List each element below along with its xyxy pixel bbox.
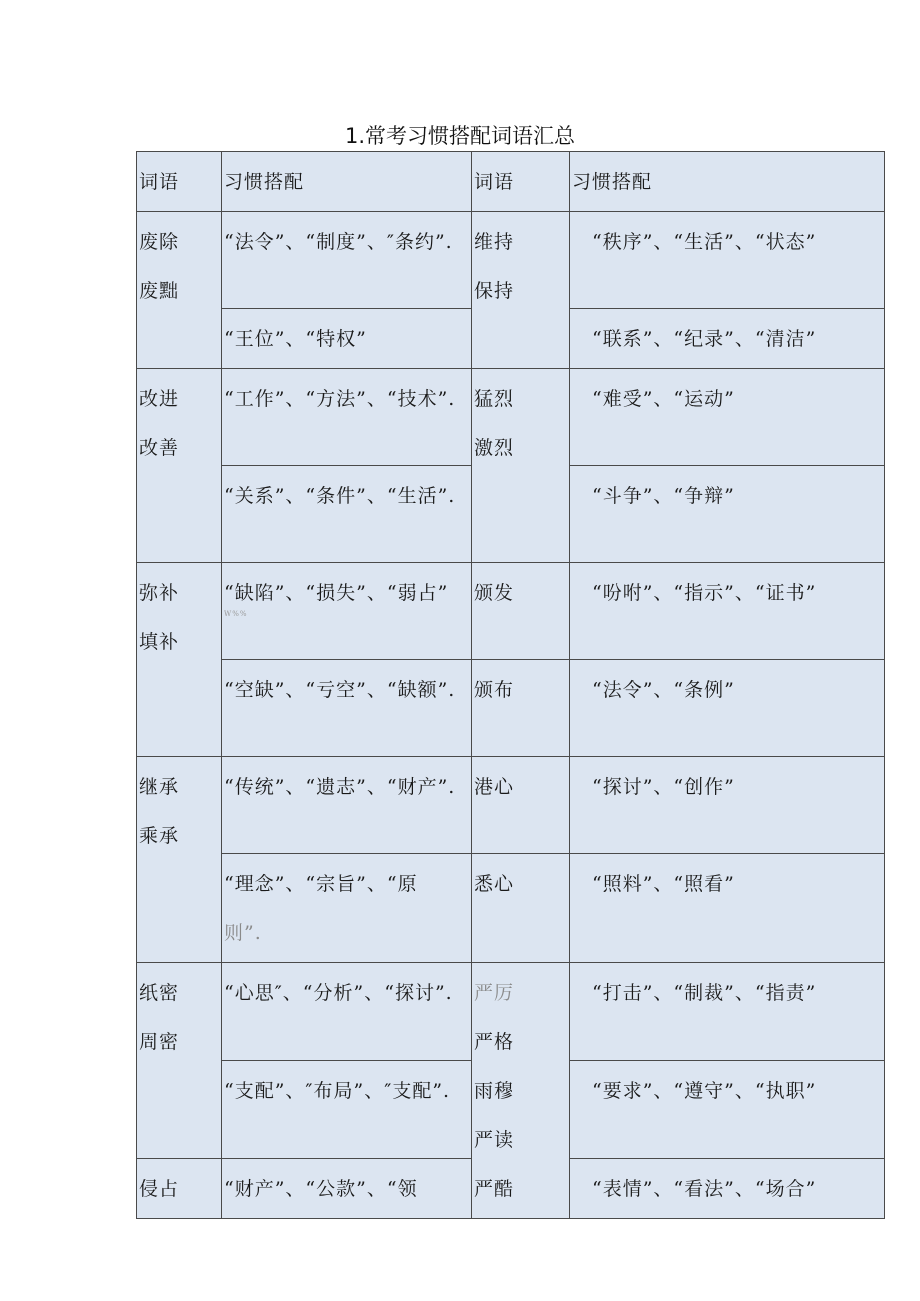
word: 猛烈: [474, 388, 515, 410]
header-word-left: 词语: [137, 152, 222, 212]
collocation-cell: “心思″、“分析”、“探讨”.: [222, 963, 472, 1061]
collocation-cell: “传统”、“遗志”、“财产”.: [222, 757, 472, 854]
collocation-text-tail: 则”.: [224, 922, 262, 944]
table-row: [137, 963, 885, 1061]
header-collocation-right: 习惯搭配: [570, 152, 885, 212]
collocation-cell: “表情”、“看法”、“场合”: [570, 1158, 885, 1219]
word-cell: 颁布: [472, 660, 570, 757]
table-header-row: [137, 152, 885, 212]
table-row: [137, 212, 885, 309]
table-row: [137, 757, 885, 854]
word: 保持: [474, 280, 515, 302]
table-row: [137, 369, 885, 466]
word-cell: 颁发: [472, 563, 570, 660]
word: 雨穆: [474, 1080, 515, 1102]
word: 填补: [139, 631, 180, 653]
collocation-cell: “工作”、“方法”、“技术”.: [222, 369, 472, 466]
word: 纸密: [139, 982, 180, 1004]
header-collocation-left: 习惯搭配: [222, 152, 472, 212]
collocation-cell: “打击”、“制裁”、“指责”: [570, 963, 885, 1061]
collocation-cell: “空缺”、“亏空”、“缺额”.: [222, 660, 472, 757]
word-cell: 港心: [472, 757, 570, 854]
page-title: 1.常考习惯搭配词语汇总: [344, 124, 576, 148]
collocation-cell: “斗争”、“争辩”: [570, 466, 885, 563]
word: 周密: [139, 1031, 180, 1053]
collocation-cell: “照料”、“照看”: [570, 854, 885, 963]
collocation-cell: [222, 563, 472, 660]
collocation-cell: “要求”、“遵守”、“执职”: [570, 1060, 885, 1158]
collocation-cell: “法令”、“条例”: [570, 660, 885, 757]
word: 严读: [474, 1129, 515, 1151]
header-word-right: 词语: [472, 152, 570, 212]
collocation-cell: [222, 854, 472, 963]
table-row: [137, 563, 885, 660]
collocation-cell: “支配”、″布局”、″支配”.: [222, 1060, 472, 1158]
word: 废除: [139, 231, 180, 253]
word-cell: [137, 757, 222, 963]
word: 废黜: [139, 280, 180, 302]
collocation-cell: “联系”、“纪录”、“清洁”: [570, 309, 885, 369]
collocation-cell: “吩咐”、“指示”、“证书”: [570, 563, 885, 660]
word: 弥补: [139, 582, 180, 604]
word: 严酷: [474, 1178, 515, 1200]
word: 改善: [139, 437, 180, 459]
word-cell: [472, 212, 570, 369]
word: 激烈: [474, 437, 515, 459]
word: 严厉: [474, 982, 515, 1004]
collocation-cell: “法令”、“制度”、″条约”.: [222, 212, 472, 309]
word: 维持: [474, 231, 515, 253]
scan-artifact-text: W%%: [224, 610, 248, 618]
word-cell: [472, 369, 570, 563]
collocation-cell: “关系”、“条件”、“生活”.: [222, 466, 472, 563]
word: 继承: [139, 776, 180, 798]
collocation-cell: “王位”、“特权”: [222, 309, 472, 369]
collocation-cell: “秩序”、“生活”、“状态”: [570, 212, 885, 309]
table-row: [137, 854, 885, 963]
word-cell: [137, 369, 222, 563]
word-cell: [137, 563, 222, 757]
collocation-cell: “难受”、“运动”: [570, 369, 885, 466]
word: 严格: [474, 1031, 515, 1053]
word: 乘承: [139, 825, 180, 847]
word-cell: 悉心: [472, 854, 570, 963]
collocation-table: [136, 151, 885, 1219]
word: 改进: [139, 388, 180, 410]
word-cell: [472, 963, 570, 1219]
word-cell: [137, 963, 222, 1159]
collocation-cell: “探讨”、“创作”: [570, 757, 885, 854]
word-cell: 侵占: [137, 1158, 222, 1219]
collocation-cell: “财产”、“公款”、“领: [222, 1158, 472, 1219]
collocation-text: “缺陷”、“损失”、“弱占”: [224, 582, 449, 604]
table-row: [137, 660, 885, 757]
collocation-text: “理念”、“宗旨”、“原: [224, 873, 418, 895]
word-cell: [137, 212, 222, 369]
